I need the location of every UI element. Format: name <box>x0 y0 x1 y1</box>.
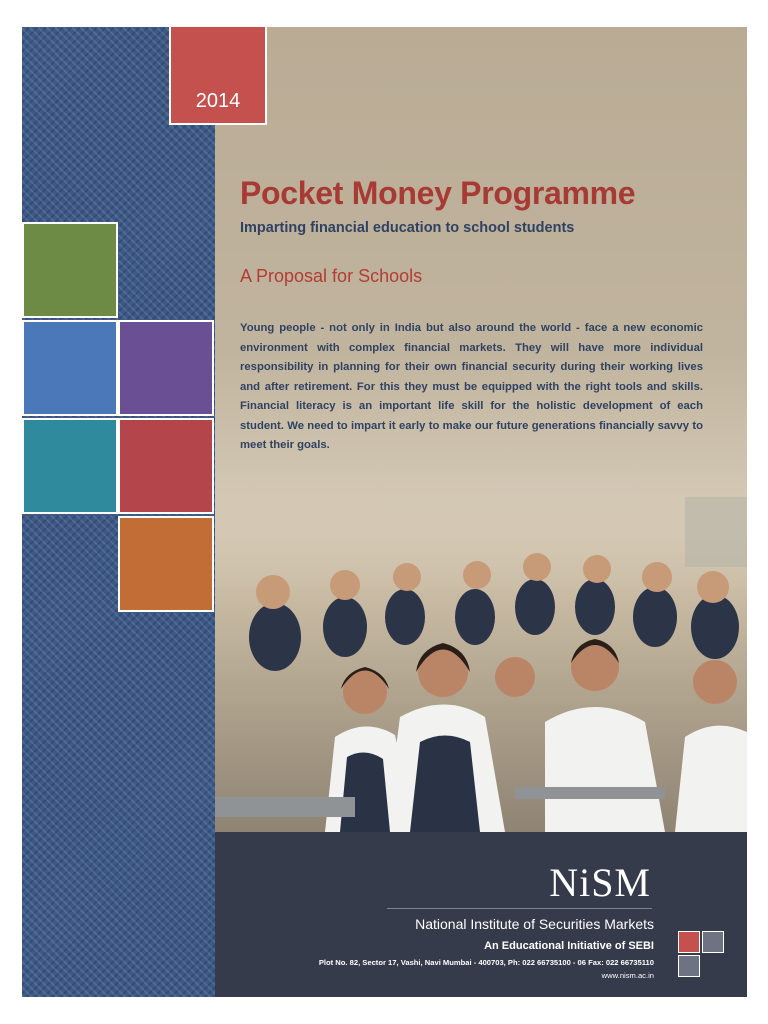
organization-name: National Institute of Securities Markets <box>415 916 654 932</box>
classroom-photo <box>215 467 747 832</box>
nism-logo: NiSM <box>549 860 651 905</box>
footer <box>215 832 747 997</box>
tile-teal <box>22 418 118 514</box>
page-subtitle: Imparting financial education to school students <box>240 220 575 236</box>
year-badge <box>169 27 267 125</box>
footer-square-red <box>678 931 700 953</box>
intro-paragraph: Young people - not only in India but also around the world - face a new economic environment with complex financial markets. They will have more individual responsibility in planning for their own financial security during their working lives and after retirement. For this they must be equipped with the right tools and skills. Financial literacy is an important life skill for the holistic development of each student. We need to impart it early to make our future generations financially savvy to meet their goals. <box>240 322 703 451</box>
tile-blue <box>22 320 118 416</box>
year-text: 2014 <box>195 90 241 112</box>
footer-square-gray-top <box>702 931 724 953</box>
logo-divider <box>387 908 652 909</box>
tile-green <box>22 222 118 318</box>
footer-square-gray-bottom <box>678 955 700 977</box>
tile-purple <box>118 320 214 416</box>
page-title: Pocket Money Programme <box>240 175 636 211</box>
organization-website[interactable]: www.nism.ac.in <box>601 971 654 980</box>
tile-red <box>118 418 214 514</box>
proposal-heading: A Proposal for Schools <box>240 266 423 286</box>
cover-page <box>22 27 747 997</box>
organization-tagline: An Educational Initiative of SEBI <box>484 940 654 952</box>
tile-orange <box>118 516 214 612</box>
organization-address: Plot No. 82, Sector 17, Vashi, Navi Mumbai - 400703, Ph: 022 66735100 - 06 Fax: 022 66735110 <box>318 958 654 967</box>
